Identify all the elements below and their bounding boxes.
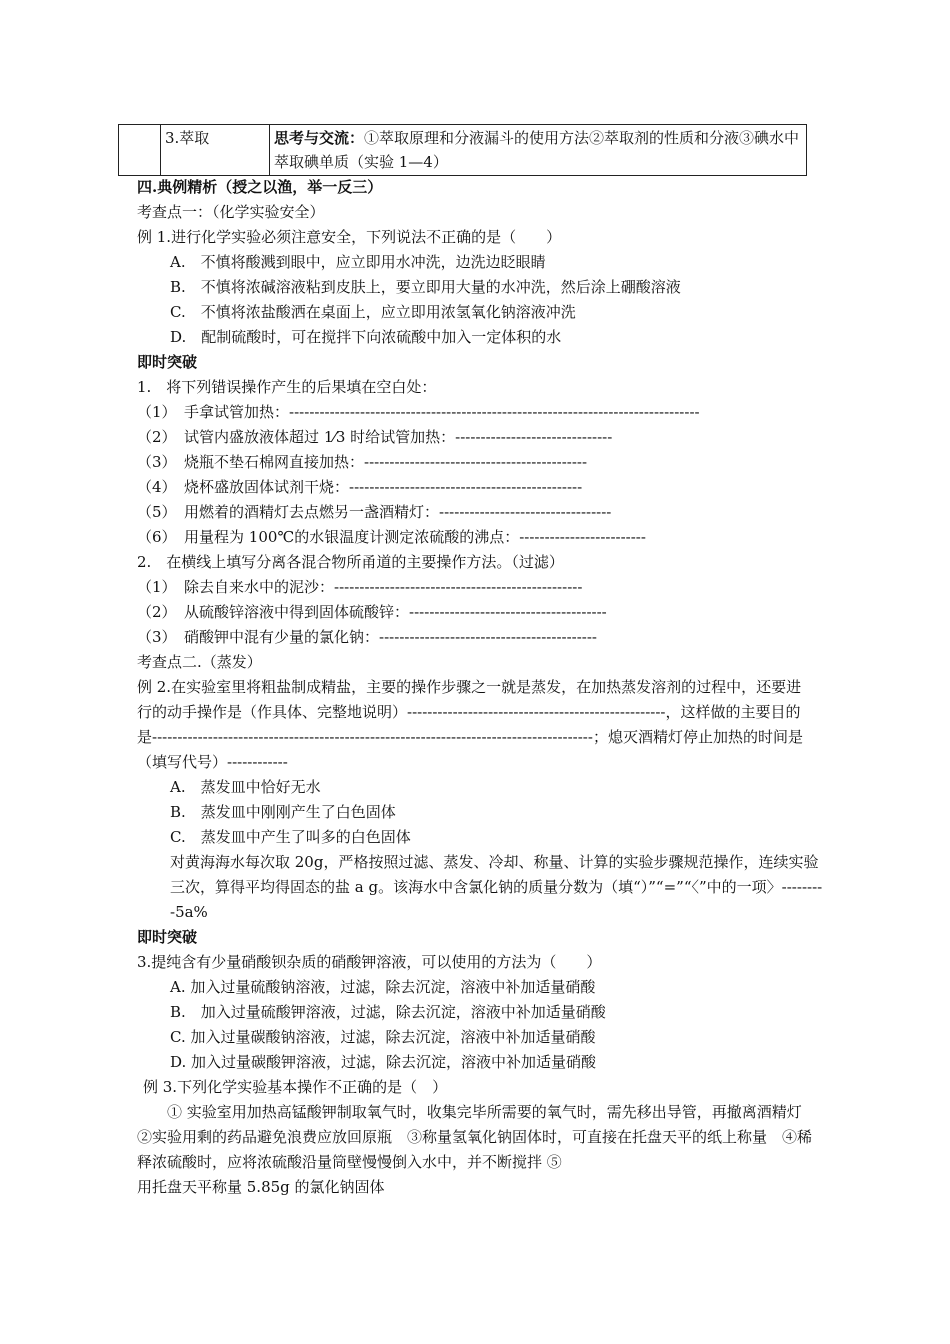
example-2-extra: 对黄海海水每次取 20g，严格按照过滤、蒸发、冷却、称量、计算的实验步骤规范操作，连续实验三次，算得平均得固态的盐 a g。该海水中含氯化钠的质量分数为（填“）”“=”“〈”中的一项〉---------5a% [170, 853, 823, 921]
example-2-option-c: C. 蒸发皿中产生了叫多的白色固体 [170, 828, 411, 846]
question-1-title: 1. 将下列错误操作产生的后果填在空白处： [137, 378, 437, 396]
question-1-item: （3） 烧瓶不垫石棉网直接加热：-------------------------------------------- [137, 453, 588, 471]
example-3-question: 例 3.下列化学实验基本操作不正确的是（ ） [143, 1078, 448, 1096]
table-cell-content [270, 125, 807, 176]
section-title: 四.典例精析（授之以渔，举一反三） [137, 178, 383, 196]
key-point-2: 考查点二.（蒸发） [137, 653, 262, 671]
question-3-option-a: A. 加入过量硫酸钠溶液，过滤，除去沉淀，溶液中补加适量硝酸 [170, 978, 596, 996]
question-2-item: （1） 除去自来水中的泥沙：------------------------------------------------- [137, 578, 583, 596]
question-1-item: （5） 用燃着的酒精灯去点燃另一盏酒精灯：---------------------------------- [137, 503, 612, 521]
example-2-paragraph: 例 2.在实验室里将粗盐制成精盐，主要的操作步骤之一就是蒸发，在加热蒸发溶剂的过程中，还要进行的动手操作是（作具体、完整地说明）---------------------------------------------------，这样做的主要目的是---------------------------------------------------------------------------------------；熄灭酒精灯停止加热的时间是（填写代号）------------ [137, 678, 803, 771]
table-cell-empty [119, 125, 161, 176]
question-2-item: （2） 从硫酸锌溶液中得到固体硫酸锌：--------------------------------------- [137, 603, 607, 621]
example-2-option-b: B. 蒸发皿中刚刚产生了白色固体 [170, 803, 396, 821]
question-3-option-c: C. 加入过量碳酸钠溶液，过滤，除去沉淀，溶液中补加适量硝酸 [170, 1028, 596, 1046]
lesson-table [118, 124, 807, 176]
example-1-option-a: A. 不慎将酸溅到眼中，应立即用水冲洗，边洗边眨眼睛 [170, 253, 546, 271]
question-1-item: （6） 用量程为 100℃的水银温度计测定浓硫酸的沸点：------------------------- [137, 528, 646, 546]
example-3-last-line: 用托盘天平称量 5.85g 的氯化钠固体 [137, 1178, 385, 1196]
question-1-item: （2） 试管内盛放液体超过 1⁄3 时给试管加热：------------------------------- [137, 428, 613, 446]
question-3-option-b: B. 加入过量硫酸钾溶液，过滤，除去沉淀，溶液中补加适量硝酸 [170, 1003, 606, 1021]
instant-breakthrough-heading: 即时突破 [137, 928, 198, 946]
table-cell-topic: 3.萃取 [161, 125, 270, 176]
question-3-title: 3.提纯含有少量硝酸钡杂质的硝酸钾溶液，可以使用的方法为（ ） [137, 953, 602, 971]
think-discuss-label: 思考与交流： [274, 129, 365, 147]
question-1-item: （1） 手拿试管加热：--------------------------------------------------------------------------------- [137, 403, 700, 421]
think-discuss-text: ①萃取原理和分液漏斗的使用方法②萃取剂的性质和分液③碘水中萃取碘单质（实验 1—4） [274, 129, 800, 171]
question-2-item: （3） 硝酸钾中混有少量的氯化钠：------------------------------------------- [137, 628, 597, 646]
example-1-option-c: C. 不慎将浓盐酸洒在桌面上，应立即用浓氢氧化钠溶液冲洗 [170, 303, 576, 321]
question-2-title: 2. 在横线上填写分离各混合物所甬道的主要操作方法。（过滤） [137, 553, 564, 571]
example-2-option-a: A. 蒸发皿中恰好无水 [170, 778, 321, 796]
example-1-option-d: D. 配制硫酸时，可在搅拌下向浓硫酸中加入一定体积的水 [170, 328, 562, 346]
example-1-option-b: B. 不慎将浓碱溶液粘到皮肤上，要立即用大量的水冲洗，然后涂上硼酸溶液 [170, 278, 681, 296]
table-row [119, 125, 807, 176]
key-point-1: 考查点一：（化学实验安全） [137, 203, 325, 221]
instant-breakthrough-heading: 即时突破 [137, 353, 198, 371]
question-1-item: （4） 烧杯盛放固体试剂干烧：---------------------------------------------- [137, 478, 583, 496]
example-3-paragraph: ① 实验室用加热高锰酸钾制取氧气时，收集完毕所需要的氧气时，需先移出导管，再撤离酒精灯 ②实验用剩的药品避免浪费应放回原瓶 ③称量氢氧化钠固体时，可直接在托盘天平的纸上称量 ④稀释浓硫酸时，应将浓硫酸沿量筒壁慢慢倒入水中，并不断搅拌 ⑤ [137, 1103, 813, 1171]
example-1-question: 例 1.进行化学实验必须注意安全，下列说法不正确的是（ ） [137, 228, 562, 246]
question-3-option-d: D. 加入过量碳酸钾溶液，过滤，除去沉淀，溶液中补加适量硝酸 [170, 1053, 597, 1071]
